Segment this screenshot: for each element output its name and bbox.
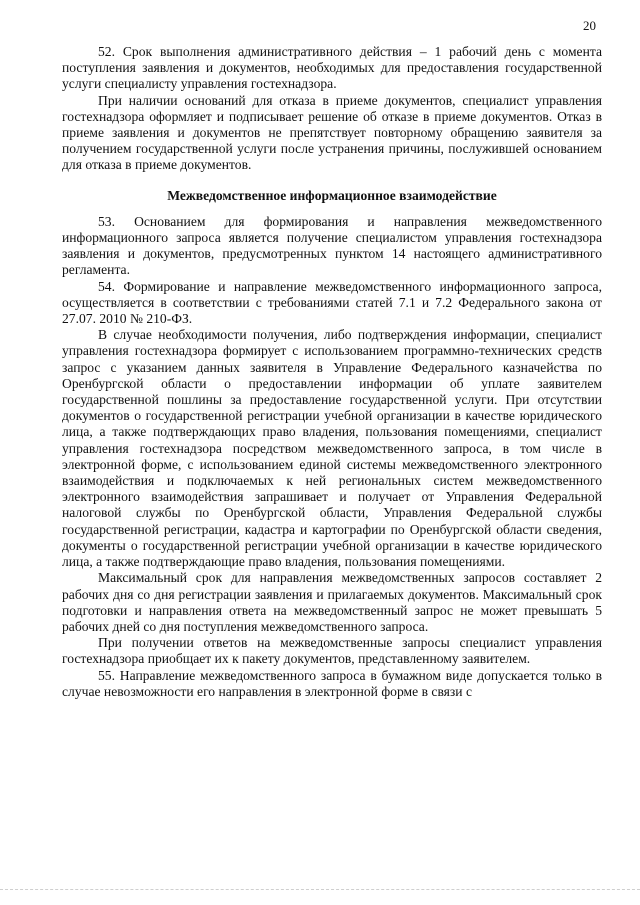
- page-number: 20: [583, 18, 596, 33]
- paragraph-refusal: При наличии оснований для отказа в приеме документов, специалист управления гостехнадзора оформляет и подписывает решение об отказе в приеме документов. Отказ в приеме заявления и документов не препятствует повторному обращению заявителя за получением государственной услуги после устранения причины, послужившей основанием для отказа в приеме документов.: [62, 92, 602, 173]
- paragraph-53: 53. Основанием для формирования и направления межведомственного информационного запроса является получение специалистом управления гостехнадзора заявления и документов, предусмотренных пунктом 14 настоящего административного регламента.: [62, 213, 602, 278]
- paragraph-deadlines: Максимальный срок для направления межведомственных запросов составляет 2 рабочих дня со дня регистрации заявления и прилагаемых документов. Максимальный срок подготовки и направления ответа на межведомственный запрос не может превышать 5 рабочих дней со дня поступления межведомственного запроса.: [62, 570, 602, 634]
- document-body: [62, 44, 602, 700]
- paragraph-responses: При получении ответов на межведомственные запросы специалист управления гостехнадзора приобщает их к пакету документов, представленному заявителем.: [62, 635, 602, 667]
- paragraph-54: 54. Формирование и направление межведомственного информационного запроса, осуществляется в соответствии с требованиями статей 7.1 и 7.2 Федерального закона от 27.07. 2010 № 210-ФЗ.: [62, 278, 602, 327]
- page-bottom-rule: [0, 889, 640, 890]
- paragraph-request-details: В случае необходимости получения, либо подтверждения информации, специалист управления гостехнадзора формирует с использованием программно-технических средств запрос с указанием данных заявителя в Управление Федерального казначейства по Оренбургской области о предоставлении информации об уплате заявителем государственной пошлины за предоставление государственной услуги. При отсутствии документов о государственной регистрации учебной организации в качестве юридического лица, а также подтверждающих право владения, пользования помещениями, специалист управления гостехнадзора посредством межведомственного запроса, в том числе в электронной форме, с использованием единой системы межведомственного электронного взаимодействия и подключаемых к ней региональных систем межведомственного электронного взаимодействия запрашивает и получает от Управления Федеральной налоговой службы по Оренбургской области, Управления Федеральной службы государственной регистрации, кадастра и картографии по Оренбургской области сведения, документы о государственной регистрации учебной организации в качестве юридического лица, а также подтверждающие право владения, пользования помещениями.: [62, 327, 602, 570]
- paragraph-55: 55. Направление межведомственного запроса в бумажном виде допускается только в случае невозможности его направления в электронной форме в связи с: [62, 667, 602, 699]
- paragraph-52: 52. Срок выполнения административного действия – 1 рабочий день с момента поступления заявления и документов, необходимых для предоставления государственной услуги специалисту управления гостехнадзора.: [62, 44, 602, 92]
- section-heading: Межведомственное информационное взаимодействие: [167, 187, 497, 203]
